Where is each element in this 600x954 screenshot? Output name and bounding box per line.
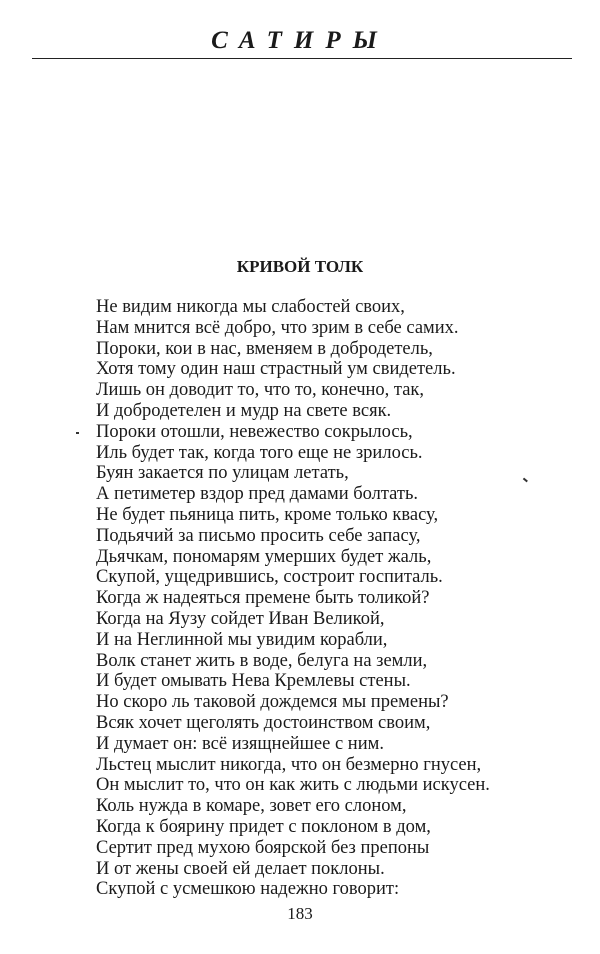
poem-line: Буян закается по улицам летать, bbox=[96, 463, 349, 484]
poem-line: Скупой, ущедрившись, состроит госпиталь. bbox=[96, 567, 443, 588]
poem-title: КРИВОЙ ТОЛК bbox=[236, 257, 364, 276]
poem-line: И думает он: всё изящнейшее с ним. bbox=[96, 733, 384, 754]
poem-line: Дьячкам, пономарям умерших будет жаль, bbox=[96, 546, 432, 567]
poem-line: Льстец мыслит никогда, что он безмерно гнусен, bbox=[96, 754, 482, 775]
poem-line: И на Неглинной мы увидим корабли, bbox=[96, 629, 388, 650]
poem-line: И от жены своей ей делает поклоны. bbox=[96, 858, 385, 879]
poem-line: Всяк хочет щеголять достоинством своим, bbox=[96, 712, 431, 733]
poem-line: Нам мнится всё добро, что зрим в себе самих. bbox=[96, 317, 459, 338]
poem-line: Лишь он доводит то, что то, конечно, так, bbox=[96, 380, 425, 401]
poem-line: Волк станет жить в воде, белуга на земли, bbox=[96, 650, 428, 671]
scan-speck bbox=[76, 432, 79, 434]
poem-line: Но скоро ль таковой дождемся мы премены? bbox=[96, 692, 449, 713]
poem-line: Он мыслит то, что он как жить с людьми искусен. bbox=[96, 775, 490, 796]
poem-line: Пороки отошли, невежество сокрылось, bbox=[96, 421, 413, 442]
poem-line: Не будет пьяница пить, кроме только квасу, bbox=[96, 504, 439, 525]
poem-line: Пороки, кои в нас, вменяем в добродетель, bbox=[96, 338, 433, 359]
poem-line: Иль будет так, когда того еще не зрилось. bbox=[96, 442, 423, 463]
poem-line: Коль нужда в комаре, зовет его слоном, bbox=[96, 796, 407, 817]
poem-line: И будет омывать Нева Кремлевы стены. bbox=[96, 671, 411, 692]
poem-line: Подьячий за письмо просить себе запасу, bbox=[96, 525, 421, 546]
poem-line: Не видим никогда мы слабостей своих, bbox=[96, 297, 405, 317]
poem-line: И добродетелен и мудр на свете всяк. bbox=[96, 400, 392, 421]
running-head-title: САТИРЫ bbox=[211, 27, 389, 54]
poem-line: А петиметер вздор пред дамами болтать. bbox=[96, 484, 419, 505]
poem-line: Сертит пред мухою боярской без препоны bbox=[96, 837, 430, 858]
page-number: 183 bbox=[287, 904, 313, 923]
poem-line: Когда на Яузу сойдет Иван Великой, bbox=[96, 608, 385, 629]
poem-line: Скупой с усмешкою надежно говорит: bbox=[96, 879, 400, 900]
poem-body bbox=[96, 297, 576, 900]
header-rule bbox=[32, 58, 572, 59]
poem-line: Когда ж надеяться премене быть толикой? bbox=[96, 588, 430, 609]
poem-line: Хотя тому один наш страстный ум свидетель. bbox=[96, 359, 456, 380]
poem-line: Когда к боярину придет с поклоном в дом, bbox=[96, 816, 431, 837]
